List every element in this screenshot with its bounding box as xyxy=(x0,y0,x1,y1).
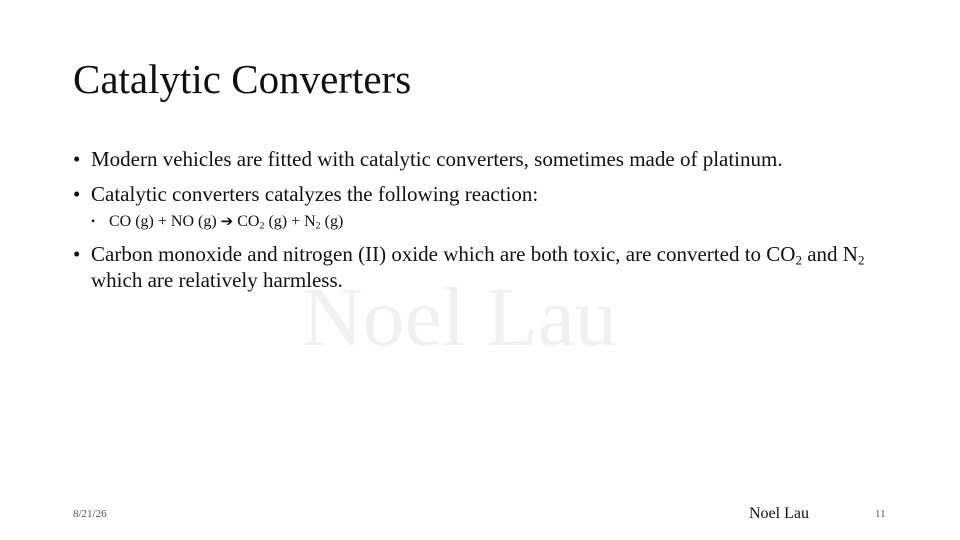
bullet-dot-icon: • xyxy=(73,182,81,206)
reaction-product-co: CO xyxy=(237,213,260,230)
bullet-text: Modern vehicles are fitted with catalytic converters, sometimes made of platinum. xyxy=(91,147,783,171)
bullet-item xyxy=(73,241,893,293)
formula-and-n: and N xyxy=(807,242,858,266)
bullet-text-part-1: Carbon monoxide and nitrogen (II) oxide which are both toxic, are converted to xyxy=(91,242,762,266)
formula-n2-subscript: 2 xyxy=(857,252,865,268)
bullet-item xyxy=(73,146,893,172)
reaction-n2-state: (g) xyxy=(324,213,344,230)
footer-page-number: 11 xyxy=(875,508,886,520)
reaction-co2-subscript: 2 xyxy=(259,220,265,232)
reaction-arrow-icon: ➔ xyxy=(220,212,234,230)
sub-bullet-dot-icon: • xyxy=(91,214,96,228)
watermark: Noel Lau xyxy=(302,271,617,364)
formula-co: CO xyxy=(766,242,796,266)
bullet-list xyxy=(73,146,893,302)
bullet-dot-icon: • xyxy=(73,242,81,266)
reaction-n2-subscript: 2 xyxy=(315,220,321,232)
bullet-text-part-2: which are relatively harmless. xyxy=(91,268,343,292)
bullet-text: Catalytic converters catalyzes the following reaction: xyxy=(91,182,539,206)
reaction-product-state: (g) + N xyxy=(268,213,316,230)
footer-author: Noel Lau xyxy=(749,505,809,522)
reaction-reactants: CO (g) + NO (g) xyxy=(109,213,217,230)
formula-co2-subscript: 2 xyxy=(795,252,802,268)
slide-title: Catalytic Converters xyxy=(73,56,412,102)
bullet-item xyxy=(73,181,893,207)
bullet-dot-icon: • xyxy=(73,147,81,171)
sub-bullet-reaction xyxy=(91,210,893,233)
footer-date: 8/21/26 xyxy=(73,508,107,520)
